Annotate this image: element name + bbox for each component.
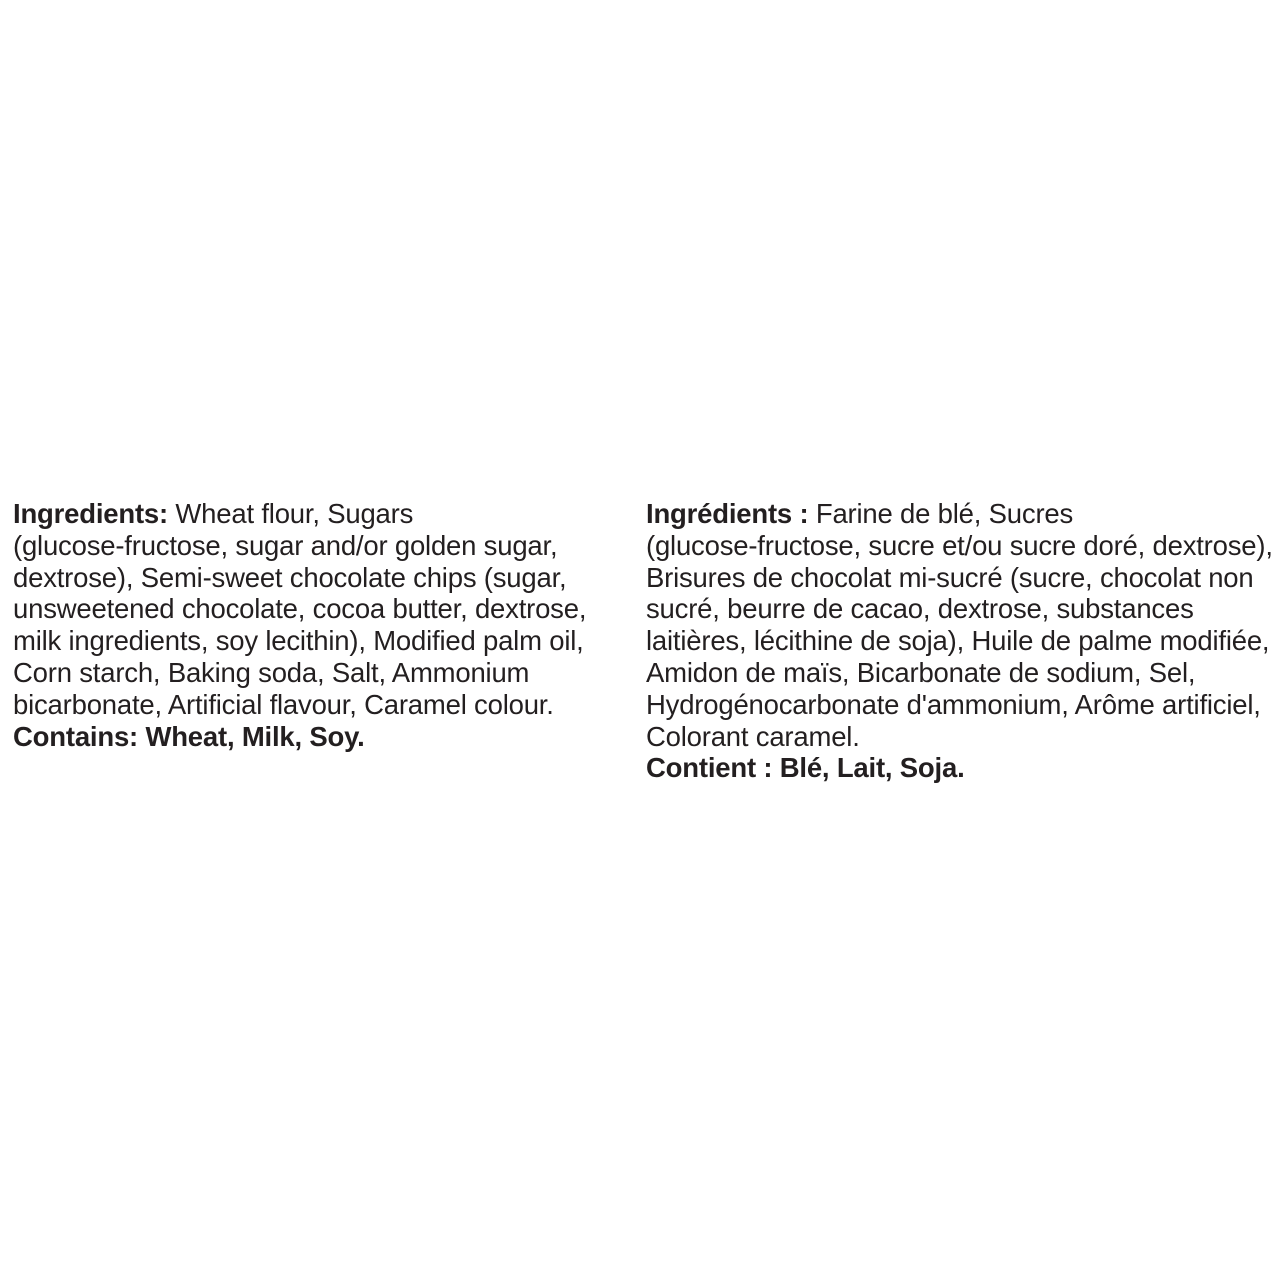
allergen-statement: Contains: Wheat, Milk, Soy.: [13, 720, 365, 752]
allergen-statement: Contient : Blé, Lait, Soja.: [646, 752, 965, 784]
ingredients-line: (glucose-fructose, sugar and/or golden sugar,: [13, 529, 558, 561]
ingredients-line: Corn starch, Baking soda, Salt, Ammonium: [13, 656, 530, 688]
ingredients-english: [13, 498, 633, 752]
ingredients-line: laitières, lécithine de soja), Huile de palme modifiée,: [646, 625, 1270, 657]
ingredients-line: (glucose-fructose, sucre et/ou sucre doré, dextrose),: [646, 529, 1273, 561]
ingredients-line: sucré, beurre de cacao, dextrose, substances: [646, 593, 1194, 625]
ingredients-text: Wheat flour, Sugars: [167, 498, 414, 529]
ingredients-line: Amidon de maïs, Bicarbonate de sodium, Sel,: [646, 656, 1196, 688]
ingredients-line: bicarbonate, Artificial flavour, Caramel colour.: [13, 688, 554, 720]
ingredients-line-1: [646, 498, 1276, 530]
ingredients-line: dextrose), Semi-sweet chocolate chips (sugar,: [13, 561, 567, 593]
ingredients-line: Hydrogénocarbonate d'ammonium, Arôme artificiel,: [646, 688, 1261, 720]
ingredients-text: Farine de blé, Sucres: [808, 498, 1074, 529]
ingredients-line: Colorant caramel.: [646, 720, 860, 752]
ingredients-line: Brisures de chocolat mi-sucré (sucre, chocolat non: [646, 561, 1254, 593]
ingredients-line-1: [13, 498, 633, 530]
ingredients-line: milk ingredients, soy lecithin), Modified palm oil,: [13, 625, 584, 657]
ingredients-heading: Ingrédients :: [646, 498, 809, 529]
ingredients-heading: Ingredients:: [13, 498, 168, 529]
ingredients-line: unsweetened chocolate, cocoa butter, dextrose,: [13, 593, 587, 625]
ingredients-french: [646, 498, 1276, 784]
